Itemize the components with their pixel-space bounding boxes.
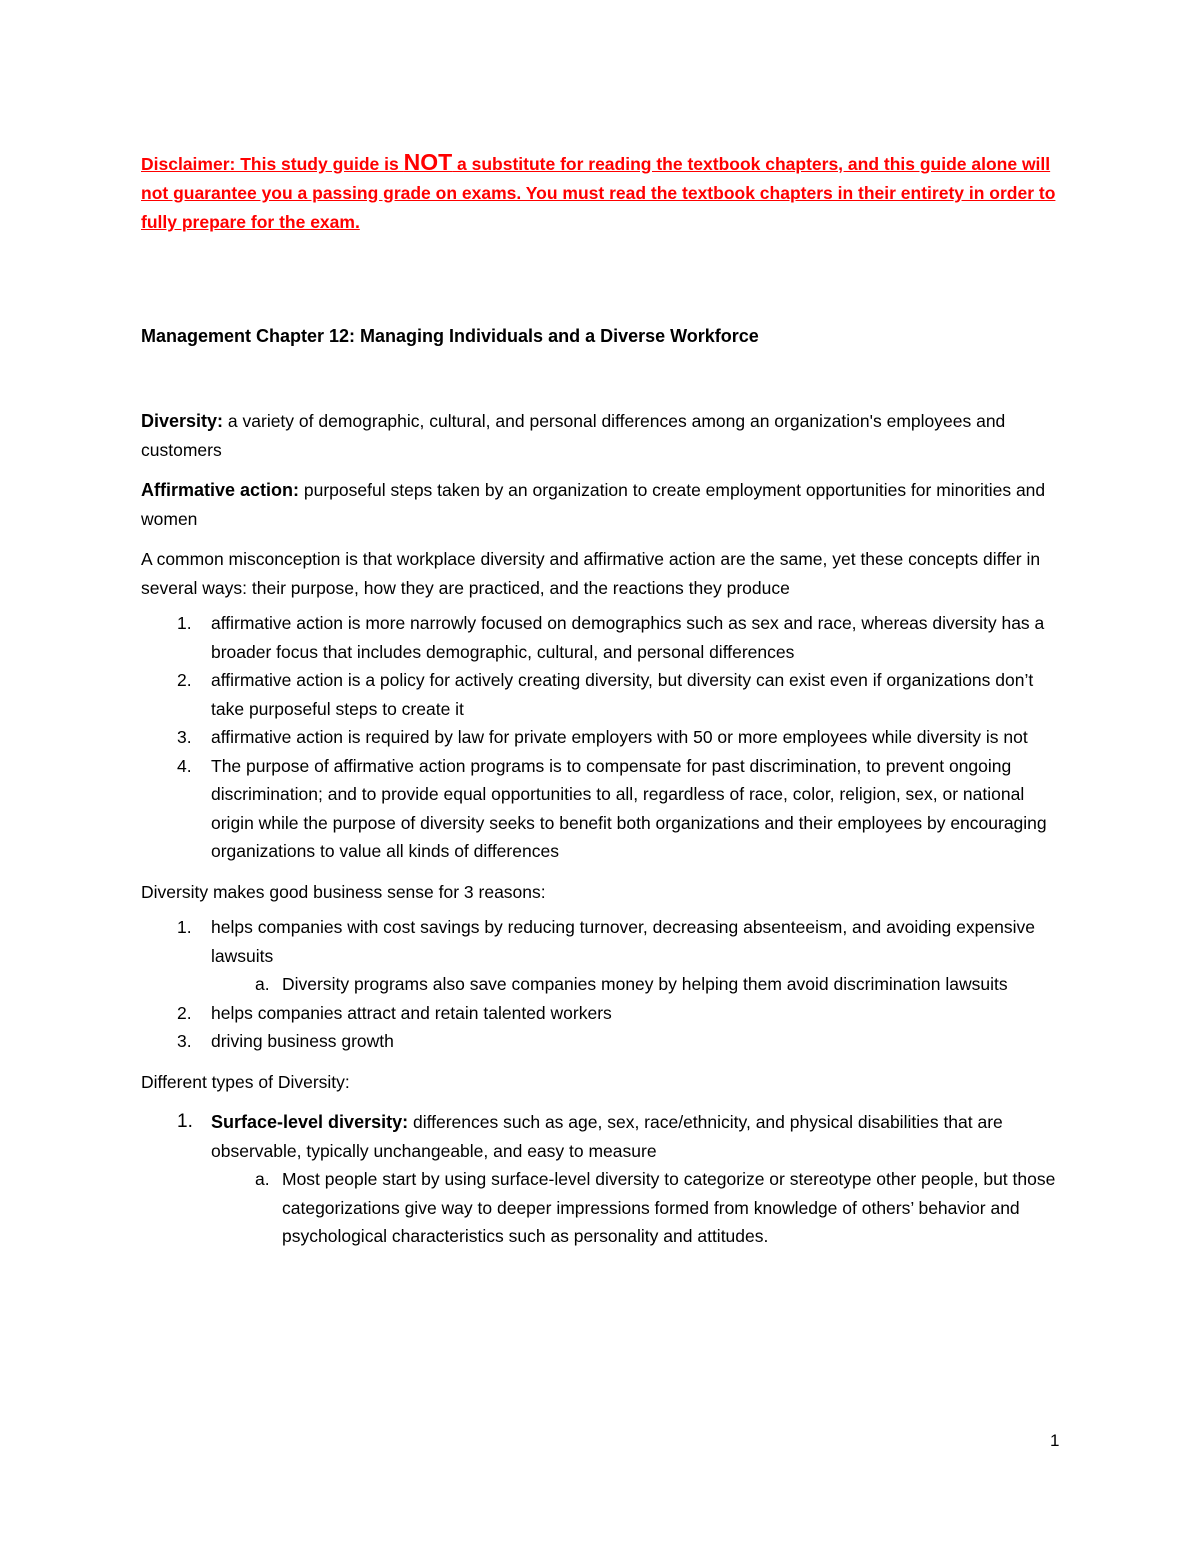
list-number: 1. [177, 613, 192, 633]
list-text: differences such as age, sex, race/ethnicity, and physical disabilities that are observable, typically unchangeable, and easy to measure [211, 1112, 1003, 1161]
list-item [141, 752, 1061, 866]
reasons-list-continued [141, 999, 1061, 1056]
types-sublist [141, 1165, 1061, 1251]
diversity-definition [141, 407, 1061, 464]
sub-list-text: Diversity programs also save companies money by helping them avoid discrimination lawsuits [282, 974, 1008, 994]
list-text: affirmative action is more narrowly focused on demographics such as sex and race, whereas diversity has a broader focus that includes demographic, cultural, and personal differences [211, 613, 1045, 662]
list-number: 3. [177, 1031, 192, 1051]
list-text: affirmative action is a policy for actively creating diversity, but diversity can exist even if organizations don’t take purposeful steps to create it [211, 670, 1034, 719]
list-text: helps companies attract and retain talented workers [211, 1002, 612, 1023]
list-item [141, 999, 1061, 1028]
types-intro: Different types of Diversity: [141, 1071, 350, 1092]
reasons-sublist [141, 970, 1061, 999]
list-number: 1. [177, 1111, 193, 1132]
list-text: The purpose of affirmative action programs is to compensate for past discrimination, to prevent ongoing discrimination; and to provide equal opportunities to all, regardless of race, color, religion, sex, or national origin while the purpose of diversity seeks to benefit both organizations and their employees by encouraging organizations to value all kinds of differences [211, 755, 1047, 861]
diversity-text: a variety of demographic, cultural, and personal differences among an organization's employees and customers [141, 411, 1006, 460]
list-number: 4. [177, 755, 192, 776]
surface-level-term: Surface-level diversity: [211, 1112, 409, 1132]
business-intro: Diversity makes good business sense for 3 reasons: [141, 881, 546, 902]
sub-list-letter: a. [255, 974, 270, 994]
list-number: 2. [177, 670, 192, 690]
diversity-term: Diversity: [141, 411, 224, 431]
disclaimer-part1: Disclaimer: This study guide is [141, 154, 404, 174]
affirmative-definition [141, 476, 1061, 533]
list-text: driving business growth [211, 1031, 394, 1051]
list-item [141, 666, 1061, 723]
sub-list-text: Most people start by using surface-level diversity to categorize or stereotype other people, but those categorizations give way to deeper impressions formed from knowledge of others’ behavior and psychological characteristics such as personality and attitudes. [282, 1169, 1056, 1246]
chapter-title: Management Chapter 12: Managing Individuals and a Diverse Workforce [141, 326, 759, 346]
list-text: affirmative action is required by law for private employers with 50 or more employees while diversity is not [211, 727, 1028, 747]
list-number: 1. [177, 917, 192, 937]
affirmative-text: purposeful steps taken by an organization to create employment opportunities for minorities and women [141, 480, 1046, 529]
list-number: 3. [177, 727, 192, 747]
list-item [141, 609, 1061, 666]
sub-list-item [141, 1165, 1061, 1251]
differences-list [141, 609, 1061, 866]
disclaimer [141, 148, 1061, 237]
disclaimer-emphasis: NOT [403, 149, 453, 175]
misconception-paragraph: A common misconception is that workplace diversity and affirmative action are the same, yet these concepts differ in several ways: their purpose, how they are practiced, and the reactions they produce [141, 549, 1041, 598]
list-item [141, 1027, 1061, 1056]
sub-list-item [141, 970, 1061, 999]
reasons-list [141, 913, 1061, 970]
list-number: 2. [177, 1002, 192, 1023]
document-body [141, 148, 1061, 1251]
list-item [141, 1108, 1061, 1165]
list-item [141, 723, 1061, 752]
types-list [141, 1108, 1061, 1165]
affirmative-term: Affirmative action: [141, 480, 300, 500]
list-text: helps companies with cost savings by reducing turnover, decreasing absenteeism, and avoiding expensive lawsuits [211, 917, 1035, 966]
list-item [141, 913, 1061, 970]
disclaimer-part2: a substitute for reading the textbook chapters, and this guide alone will not guarantee you a passing grade on exams. You must read the textbook chapters in their entirety in order to fully prepare for the exam. [141, 154, 1056, 232]
page-number: 1 [1050, 1431, 1060, 1450]
sub-list-letter: a. [255, 1169, 270, 1189]
